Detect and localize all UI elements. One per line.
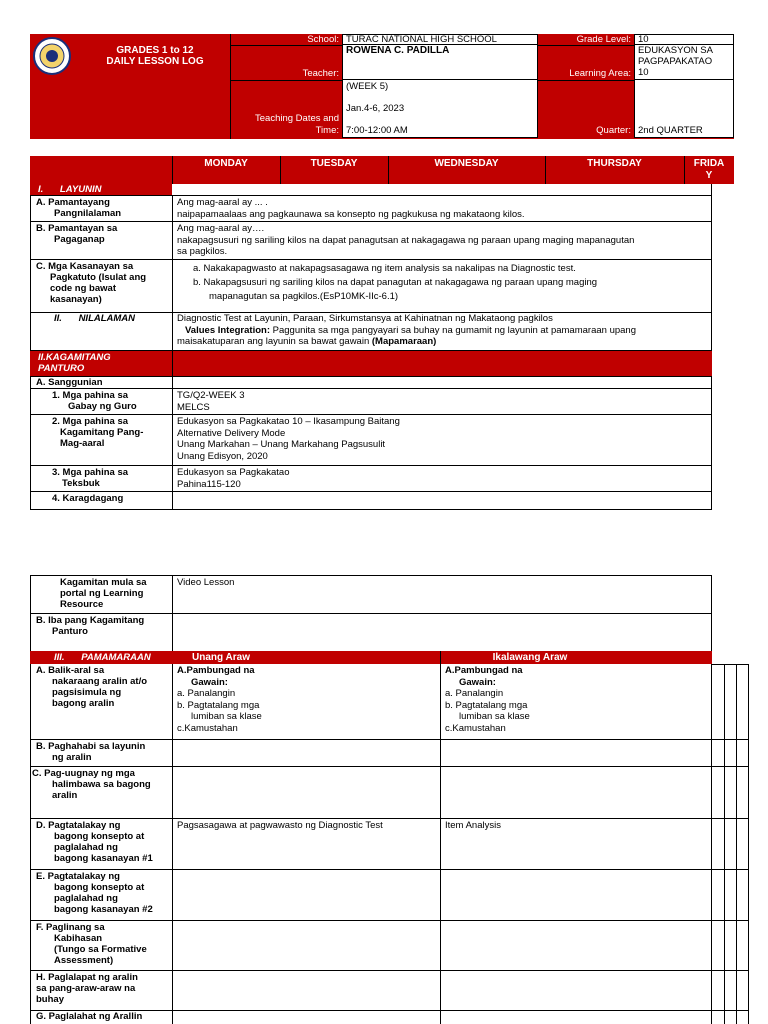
text-line bbox=[177, 336, 707, 348]
row-b-label bbox=[36, 223, 170, 245]
label-line: F. Paglinang sa bbox=[36, 922, 105, 933]
text-line: naipapamaalaas ang pagkaunawa sa konsepto ng pagkukusa ng makataong kilos. bbox=[177, 208, 525, 220]
section-title: NILALAMAN bbox=[78, 313, 136, 324]
section-title: LAYUNIN bbox=[59, 184, 102, 195]
row-divider bbox=[30, 376, 712, 389]
gawain-day2 bbox=[442, 664, 708, 735]
label-line: B. Pamantayan sa bbox=[36, 223, 118, 234]
school-label: School: bbox=[307, 34, 339, 45]
row-c-text bbox=[190, 261, 710, 305]
layunin-header-right bbox=[172, 184, 712, 196]
row-d-day1: Pagsasagawa at pagwawasto ng Diagnostic Test bbox=[177, 820, 383, 831]
values-text: Paggunita sa mga pangyayari sa buhay na gumamit ng layunin at pamamaraan upang bbox=[270, 324, 636, 336]
area-value-line: PAGPAPAKATAO bbox=[638, 56, 713, 67]
row-c-label bbox=[36, 261, 170, 305]
text-line: Unang Markahan – Unang Markahang Pagsusulit bbox=[177, 439, 386, 450]
day-thursday: THURSDAY bbox=[587, 158, 642, 169]
day-friday-part: FRIDA bbox=[693, 158, 725, 169]
row-divider bbox=[30, 970, 749, 971]
text-line: Pahina115-120 bbox=[177, 478, 241, 490]
label-line: C. Mga Kasanayan sa bbox=[36, 261, 134, 272]
gawain-item: c.Kamustahan bbox=[177, 722, 238, 734]
grade-value: 10 bbox=[638, 34, 649, 45]
label-line: bagong konsepto at bbox=[54, 882, 145, 893]
label-line: Pagaganap bbox=[54, 234, 105, 245]
nilalaman-text bbox=[174, 312, 710, 349]
gawain-item: lumiban sa klase bbox=[459, 711, 530, 722]
title-line-2: DAILY LESSON LOG bbox=[106, 56, 204, 67]
row-divider bbox=[30, 491, 712, 492]
row-divider bbox=[30, 259, 712, 260]
row-divider bbox=[30, 739, 749, 740]
list-item: mapanagutan sa pagkilos.(EsP10MK-IIc-6.1) bbox=[209, 291, 399, 302]
deped-seal-icon bbox=[33, 37, 71, 75]
pam-row-a-label bbox=[36, 665, 172, 709]
kagamitan-header-divider bbox=[172, 351, 173, 376]
label-line: 3. Mga pahina sa bbox=[52, 467, 129, 478]
text-line: Diagnostic Test at Layunin, Paraan, Sirkumstansya at Kahinatnan ng Makataong pagkilos bbox=[177, 313, 553, 324]
gawain-title: A.Pambungad na bbox=[177, 665, 255, 676]
label-line: paglalahad ng bbox=[54, 893, 118, 904]
pam-row-g-label: G. Paglalahat ng Arallin bbox=[36, 1011, 143, 1022]
school-value: TURAC NATIONAL HIGH SCHOOL bbox=[346, 34, 497, 45]
layunin-title bbox=[38, 184, 101, 196]
row-divider bbox=[30, 613, 712, 614]
row-divider bbox=[30, 766, 749, 767]
teacher-label: Teacher: bbox=[302, 68, 339, 79]
gawain-day1 bbox=[174, 664, 438, 735]
label-line: aralin bbox=[52, 790, 78, 801]
area-value-line: 10 bbox=[638, 67, 649, 78]
label-line: Kabihasan bbox=[54, 933, 103, 944]
label-line: D. Pagtatalakay ng bbox=[36, 820, 121, 831]
label-line: Pangnilalaman bbox=[54, 208, 122, 219]
pam-row-b-label bbox=[36, 741, 172, 763]
pam-row-d-label bbox=[36, 820, 172, 864]
list-item: b. Nakapagsusuri ng sariling kilos na dapat panagutan at nakagagawa ng paraan upang maging bbox=[193, 277, 598, 288]
quarter-label: Quarter: bbox=[596, 125, 631, 136]
label-line: Gabay ng Guro bbox=[68, 401, 137, 412]
row-a-text bbox=[174, 196, 710, 221]
title-line: II.KAGAMITANG bbox=[38, 352, 111, 363]
item3-text bbox=[174, 466, 710, 491]
label-line: Teksbuk bbox=[62, 478, 100, 489]
label-line: nakaraang aralin at/o bbox=[52, 676, 148, 687]
day-friday bbox=[684, 158, 734, 182]
section-number: III. bbox=[54, 652, 65, 663]
section-title: PAMAMARAAN bbox=[81, 652, 151, 663]
text-line: Ang mag-aaral ay…. bbox=[177, 223, 265, 234]
day2-header: Ikalawang Araw bbox=[492, 652, 568, 663]
label-line: E. Pagtatalakay ng bbox=[36, 871, 120, 882]
label-line: Resource bbox=[60, 599, 104, 610]
day-friday-part: Y bbox=[705, 170, 713, 181]
gawain-title: Gawain: bbox=[191, 676, 228, 688]
grade-label: Grade Level: bbox=[576, 34, 631, 45]
label-line: Kagamitang Pang- bbox=[60, 427, 144, 438]
label-line: H. Paglalapat ng aralin bbox=[36, 972, 138, 983]
pam-header-divider bbox=[440, 651, 441, 664]
label-line: bagong aralin bbox=[52, 698, 115, 709]
label-line: bagong kasanayan #1 bbox=[54, 853, 153, 864]
area-label: Learning Area: bbox=[569, 68, 631, 79]
label-line: Panturo bbox=[52, 626, 88, 637]
item1-label bbox=[52, 390, 172, 412]
dates-label: Teaching Dates and bbox=[255, 113, 339, 124]
p2-top-border bbox=[30, 575, 712, 576]
label-line: pagsisimula ng bbox=[52, 687, 122, 698]
label-line: buhay bbox=[36, 994, 64, 1005]
label-line: halimbawa sa bagong bbox=[52, 779, 151, 790]
week-value: (WEEK 5) bbox=[346, 81, 389, 92]
row-divider bbox=[30, 509, 712, 510]
label-line: 2. Mga pahina sa bbox=[52, 416, 129, 427]
text-line: nakapagsusuri ng sariling kilos na dapat panagutsan at nakagagawa ng paraan upang maging mapanagutan bbox=[177, 234, 635, 246]
gawain-item: c.Kamustahan bbox=[445, 722, 506, 734]
list-item: a. Nakakapagwasto at nakapagsasagawa ng item analysis sa nakalipas na Diagnostic test. bbox=[193, 263, 576, 274]
label-line: C. Pag-uugnay ng mga bbox=[32, 768, 135, 779]
text-line: Ang mag-aaral ay ... . bbox=[177, 197, 268, 208]
label-line: Pagkatuto (Isulat ang bbox=[50, 272, 147, 283]
title-line: PANTURO bbox=[38, 363, 85, 374]
iba-pang-label bbox=[36, 615, 172, 637]
p2-left-border bbox=[30, 575, 31, 1024]
label-line: kasanayan) bbox=[50, 294, 102, 305]
dates-value: Jan.4-6, 2023 bbox=[346, 103, 405, 114]
item1-text bbox=[174, 389, 710, 414]
time-value: 7:00-12:00 AM bbox=[346, 125, 408, 136]
sanggunian-label: A. Sanggunian bbox=[36, 377, 103, 388]
gawain-item: lumiban sa klase bbox=[191, 711, 262, 722]
label-line: (Tungo sa Formative bbox=[54, 944, 147, 955]
row-divider bbox=[711, 664, 749, 665]
text-line: Edukasyon sa Pagkakatao 10 – Ikasampung Baitang bbox=[177, 416, 400, 427]
label-line: code ng bawat bbox=[50, 283, 116, 294]
item3-label bbox=[52, 467, 172, 489]
text-line: Alternative Delivery Mode bbox=[177, 427, 286, 439]
p2-col1-divider bbox=[172, 575, 173, 1024]
section-number: II. bbox=[54, 313, 62, 324]
label-line: A. Balik-aral sa bbox=[36, 665, 105, 676]
row-divider bbox=[30, 920, 749, 921]
label-line: bagong kasanayan #2 bbox=[54, 904, 153, 915]
title-line-1: GRADES 1 to 12 bbox=[116, 45, 194, 56]
day-tuesday: TUESDAY bbox=[310, 158, 358, 169]
pam-row-h-label bbox=[36, 972, 172, 1005]
label-line: B. Paghahabi sa layunin bbox=[36, 741, 146, 752]
label-line: Kagamitan mula sa bbox=[60, 577, 147, 588]
label-line: A. Pamantayang bbox=[36, 197, 110, 208]
teacher-value: ROWENA C. PADILLA bbox=[346, 45, 450, 56]
gawain-title: Gawain: bbox=[459, 676, 496, 688]
label-line: portal ng Learning bbox=[60, 588, 144, 599]
item2-text bbox=[174, 415, 710, 463]
nilalaman-title bbox=[54, 313, 135, 325]
label-line: 1. Mga pahina sa bbox=[52, 390, 129, 401]
row-divider bbox=[30, 869, 749, 870]
text-line: Edukasyon sa Pagkakatao bbox=[177, 467, 290, 478]
pam-row-e-label bbox=[36, 871, 172, 915]
row-a-label bbox=[36, 197, 170, 219]
area-value-line: EDUKASYON SA bbox=[638, 45, 713, 56]
text-line bbox=[177, 325, 707, 337]
gawain-item: b. Pagtatalang mga bbox=[177, 699, 260, 711]
gawain-title: A.Pambungad na bbox=[445, 665, 523, 676]
kagamitan-header bbox=[30, 351, 712, 376]
portal-text: Video Lesson bbox=[177, 577, 235, 588]
row-d-day2: Item Analysis bbox=[445, 820, 501, 831]
text-line: TG/Q2-WEEK 3 bbox=[177, 390, 245, 401]
item4-label: 4. Karagdagang bbox=[52, 493, 124, 504]
label-line: sa pang-araw-araw na bbox=[36, 983, 136, 994]
row-b-text bbox=[174, 222, 710, 259]
text-line: sa pagkilos. bbox=[177, 246, 228, 257]
dates-label-time: Time: bbox=[315, 125, 339, 136]
portal-label bbox=[60, 577, 172, 610]
label-line: B. Iba pang Kagamitang bbox=[36, 615, 145, 626]
label-line: bagong konsepto at bbox=[54, 831, 145, 842]
pam-row-c-label bbox=[32, 768, 172, 801]
day-monday: MONDAY bbox=[204, 158, 248, 169]
text-line: MELCS bbox=[177, 401, 210, 413]
text-line: Unang Edisyon, 2020 bbox=[177, 450, 268, 462]
kagamitan-title bbox=[38, 352, 111, 374]
gawain-item: b. Pagtatalang mga bbox=[445, 699, 528, 711]
text-part: maisakatuparan ang layunin sa bawat gawain bbox=[177, 336, 372, 347]
day1-header: Unang Araw bbox=[192, 652, 250, 663]
label-line: ng aralin bbox=[52, 752, 92, 763]
area-value bbox=[635, 44, 733, 79]
section-number: I. bbox=[38, 184, 44, 195]
day-wednesday: WEDNESDAY bbox=[434, 158, 499, 169]
values-label: Values Integration: bbox=[185, 324, 270, 336]
gawain-item: a. Panalangin bbox=[177, 688, 236, 699]
label-line: paglalahad ng bbox=[54, 842, 118, 853]
gawain-item: a. Panalangin bbox=[445, 688, 504, 699]
text-bold: (Mapamaraan) bbox=[371, 336, 437, 347]
label-line: Mag-aaral bbox=[60, 438, 105, 449]
item2-label bbox=[52, 416, 172, 449]
label-line: Assessment) bbox=[54, 955, 114, 966]
pam-row-f-label bbox=[36, 922, 172, 966]
quarter-value: 2nd QUARTER bbox=[638, 125, 703, 136]
header-divider bbox=[230, 34, 231, 139]
pamamaraan-title bbox=[54, 651, 151, 664]
